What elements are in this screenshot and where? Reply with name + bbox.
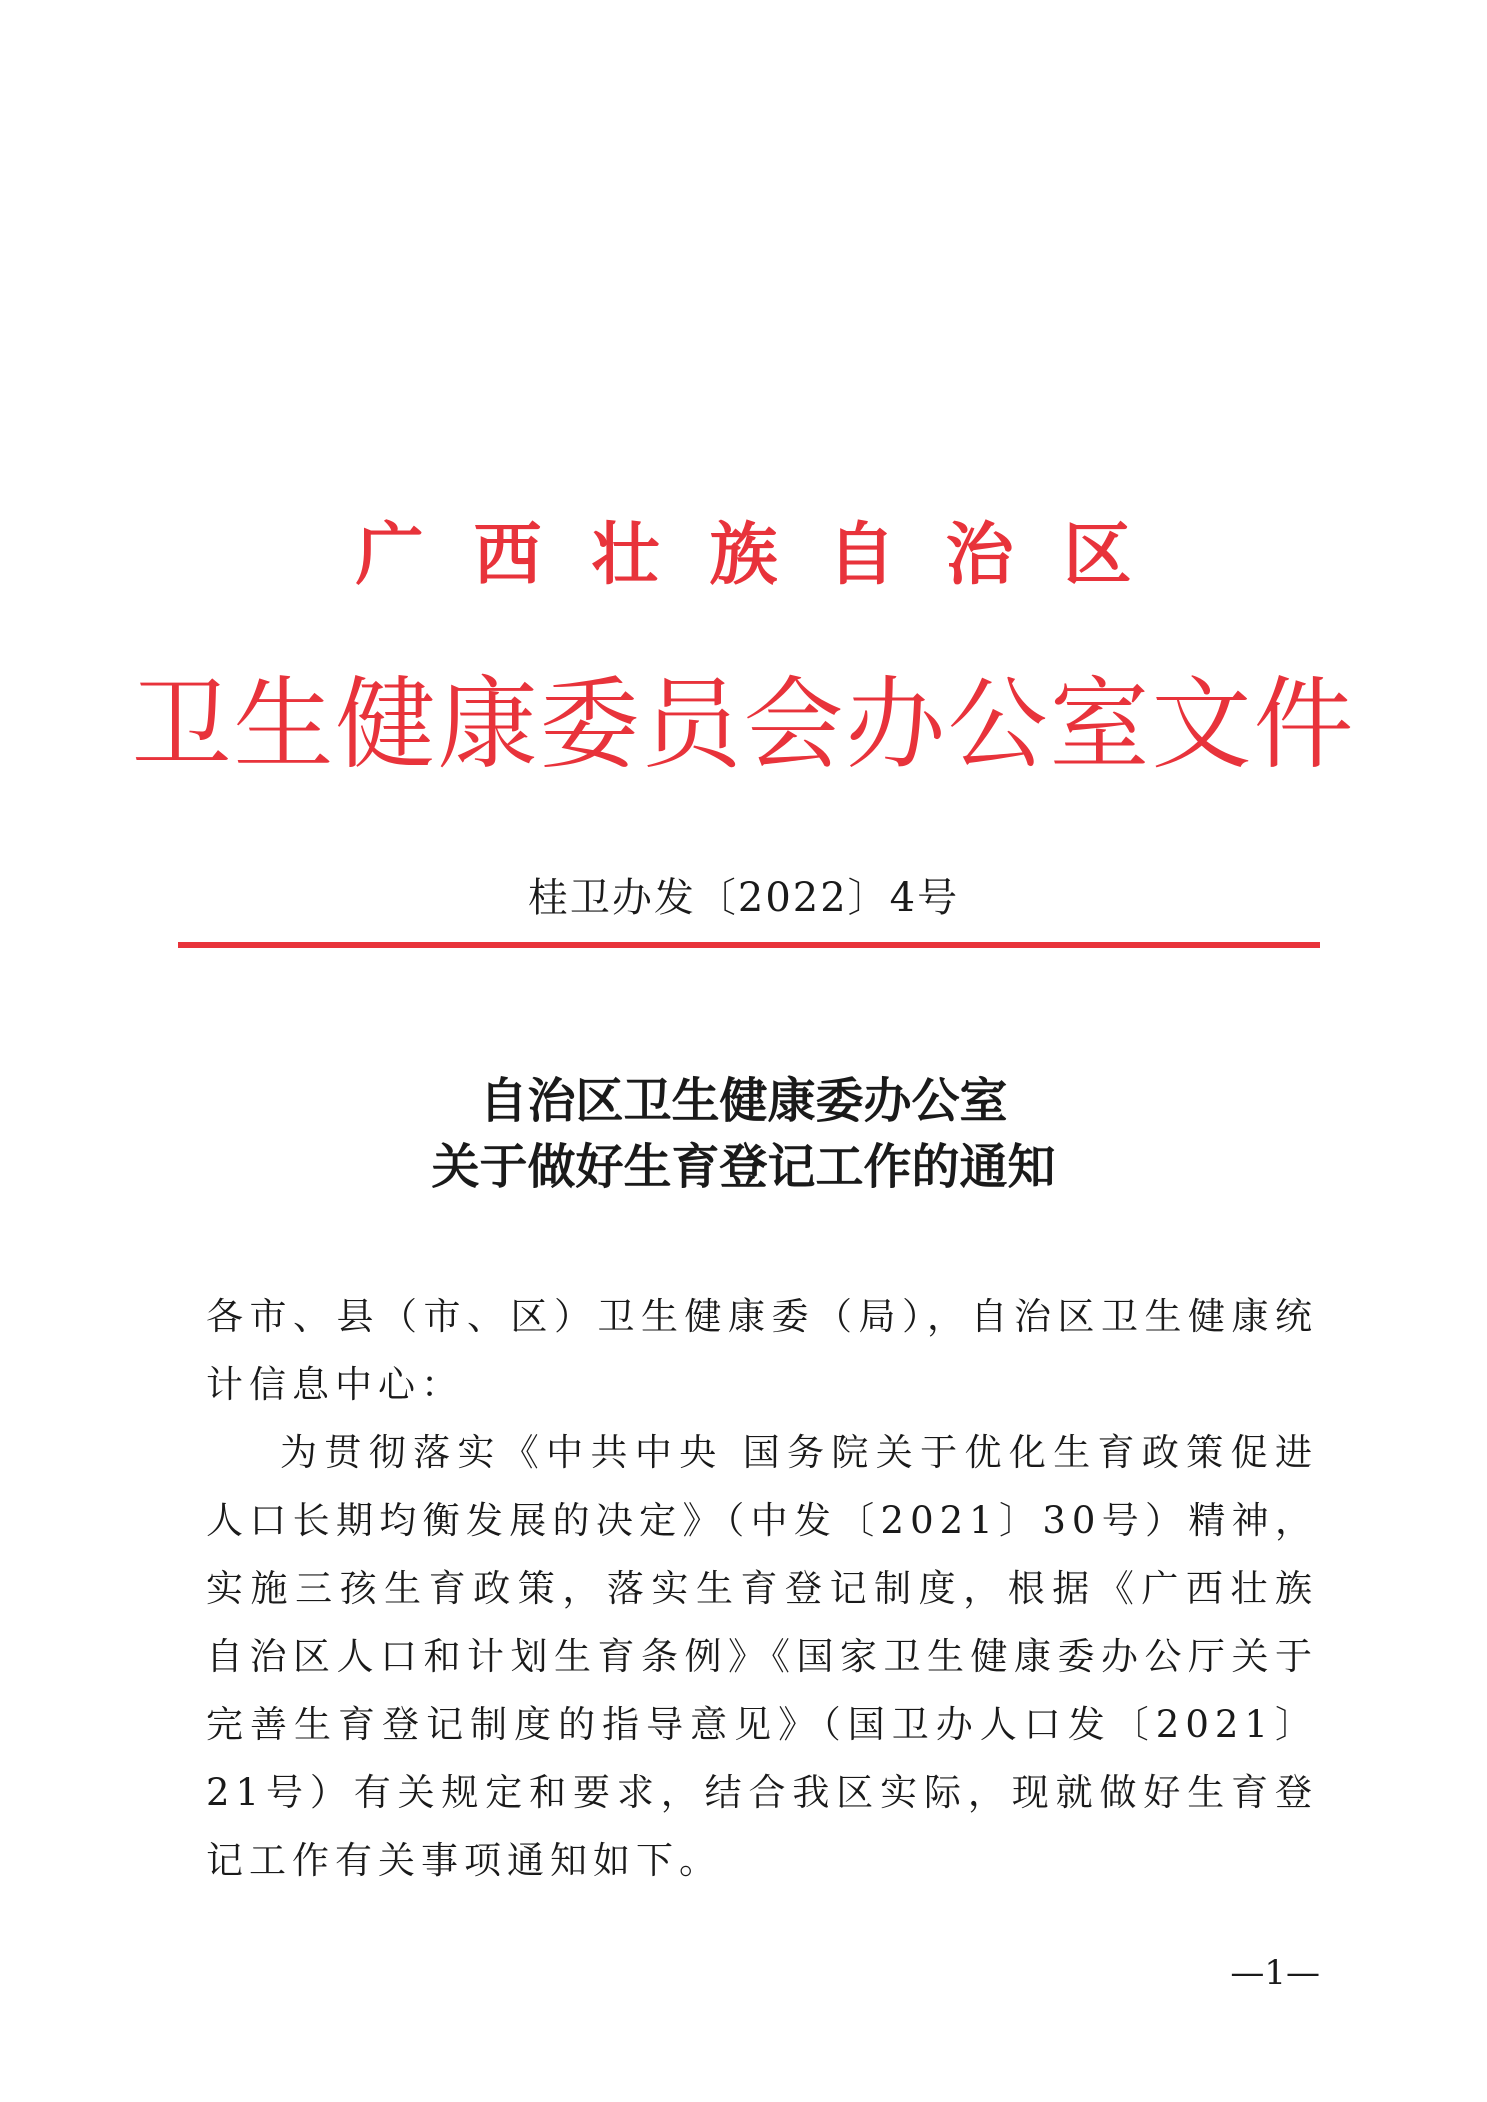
issuing-authority-office: 卫生健康委员会办公室文件 (131, 666, 1356, 783)
red-separator-line (178, 942, 1320, 948)
title-line-2: 关于做好生育登记工作的通知 (431, 1139, 1056, 1195)
salutation: 各市、县（市、区）卫生健康委（局），自治区卫生健康统计信息中心： (206, 1295, 1318, 1406)
document-title (0, 1068, 1487, 1200)
document-body (206, 1283, 1318, 1895)
document-number: 桂卫办发〔2022〕4号 (527, 875, 960, 921)
title-line-1: 自治区卫生健康委办公室 (479, 1073, 1008, 1129)
body-paragraph-1: 为贯彻落实《中共中央 国务院关于优化生育政策促进人口长期均衡发展的决定》（中发〔2021〕30号）精神，实施三孩生育政策，落实生育登记制度，根据《广西壮族自治区人口和计划生育条例》《国家卫生健康委办公厅关于完善生育登记制度的指导意见》（国卫办人口发〔2021〕21号）有关规定和要求，结合我区实际，现就做好生育登记工作有关事项通知如下。 (206, 1431, 1318, 1882)
page-number: —1— (1230, 1953, 1320, 1993)
issuing-authority-region: 广西壮族自治区 (355, 515, 1182, 595)
